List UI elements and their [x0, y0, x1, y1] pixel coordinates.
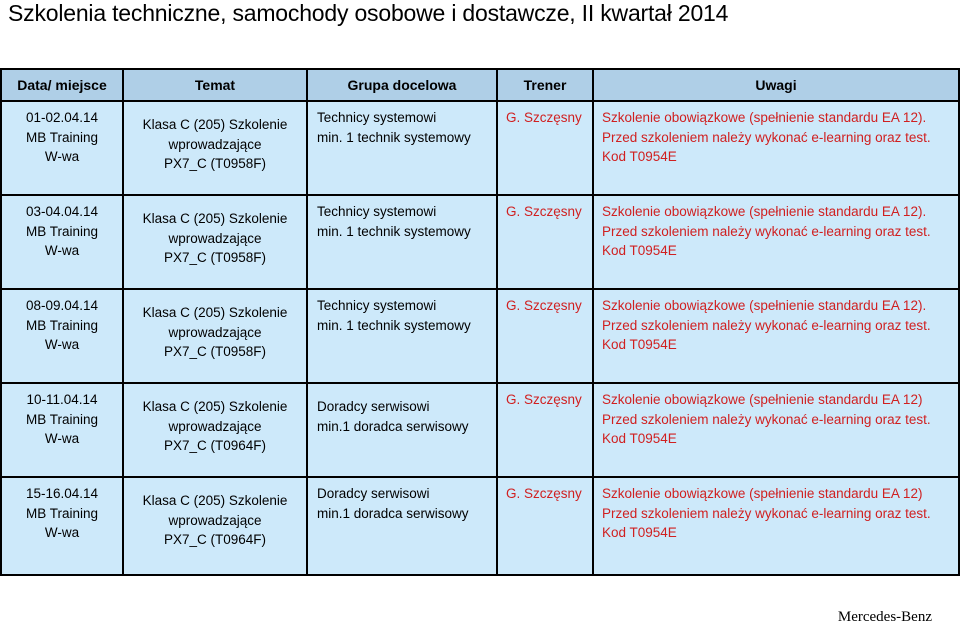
- topic-cell-line: PX7_C (T0964F): [163, 438, 267, 453]
- notes-cell-line: Przed szkoleniem należy wykonać e-learning oraz test.: [602, 129, 931, 145]
- notes-cell-line: Przed szkoleniem należy wykonać e-learning oraz test.: [602, 411, 931, 427]
- notes-cell-line: Przed szkoleniem należy wykonać e-learning oraz test.: [602, 317, 931, 333]
- notes-cell: [593, 289, 959, 383]
- target-group-cell-line: Technicy systemowi: [317, 204, 437, 219]
- date-cell-line: W-wa: [44, 431, 80, 446]
- notes-cell-line: Przed szkoleniem należy wykonać e-learning oraz test.: [602, 505, 931, 521]
- target-group-cell-line: min.1 doradca serwisowy: [317, 418, 469, 434]
- target-group-cell-line: Doradcy serwisowi: [317, 486, 430, 501]
- notes-cell-line: Kod T0954E: [602, 243, 677, 258]
- date-cell: [1, 289, 123, 383]
- date-cell-line: MB Training: [25, 317, 99, 333]
- topic-cell-line: wprowadzające: [168, 136, 262, 152]
- table-row: [1, 195, 959, 289]
- notes-cell: [593, 101, 959, 195]
- table-row: [1, 289, 959, 383]
- trainer-cell: G. Szczęsny: [497, 383, 593, 477]
- date-cell-line: 03-04.04.14: [25, 204, 99, 219]
- page-title: Szkolenia techniczne, samochody osobowe i dostawcze, II kwartał 2014: [8, 0, 729, 26]
- date-cell-line: W-wa: [44, 525, 80, 540]
- notes-cell-line: Szkolenie obowiązkowe (spełnienie standardu EA 12): [602, 392, 923, 407]
- table-header-row: [1, 69, 959, 101]
- target-group-cell-line: min.1 doradca serwisowy: [317, 505, 469, 521]
- trainer-cell: G. Szczęsny: [497, 477, 593, 575]
- trainer-cell: G. Szczęsny: [497, 101, 593, 195]
- trainer-cell: G. Szczęsny: [497, 195, 593, 289]
- target-group-cell-line: Technicy systemowi: [317, 298, 437, 313]
- date-cell: [1, 383, 123, 477]
- target-group-cell: [307, 383, 497, 477]
- topic-cell: [123, 289, 307, 383]
- header-date: Data/ miejsce: [1, 69, 123, 101]
- target-group-cell-line: min. 1 technik systemowy: [317, 129, 471, 145]
- topic-cell-line: Klasa C (205) Szkolenie: [142, 399, 288, 414]
- date-cell-line: 01-02.04.14: [25, 110, 99, 125]
- target-group-cell: [307, 289, 497, 383]
- table-row: [1, 101, 959, 195]
- date-cell: [1, 101, 123, 195]
- target-group-cell-line: Technicy systemowi: [317, 110, 437, 125]
- notes-cell: [593, 477, 959, 575]
- date-cell-line: 15-16.04.14: [25, 486, 99, 501]
- header-group: Grupa docelowa: [307, 69, 497, 101]
- topic-cell-line: Klasa C (205) Szkolenie: [142, 117, 288, 132]
- date-cell-line: W-wa: [44, 149, 80, 164]
- topic-cell: [123, 383, 307, 477]
- target-group-cell-line: min. 1 technik systemowy: [317, 317, 471, 333]
- header-topic: Temat: [123, 69, 307, 101]
- date-cell-line: MB Training: [25, 411, 99, 427]
- notes-cell: [593, 383, 959, 477]
- target-group-cell: [307, 195, 497, 289]
- date-cell-line: W-wa: [44, 243, 80, 258]
- notes-cell-line: Kod T0954E: [602, 525, 677, 540]
- topic-cell-line: wprowadzające: [168, 512, 262, 528]
- topic-cell: [123, 477, 307, 575]
- topic-cell-line: Klasa C (205) Szkolenie: [142, 305, 288, 320]
- target-group-cell-line: Doradcy serwisowi: [317, 399, 430, 414]
- date-cell-line: MB Training: [25, 505, 99, 521]
- date-cell-line: MB Training: [25, 129, 99, 145]
- table-row: [1, 383, 959, 477]
- notes-cell-line: Kod T0954E: [602, 149, 677, 164]
- topic-cell-line: wprowadzające: [168, 324, 262, 340]
- topic-cell-line: PX7_C (T0958F): [163, 156, 267, 171]
- header-trainer: Trener: [497, 69, 593, 101]
- topic-cell-line: wprowadzające: [168, 230, 262, 246]
- notes-cell-line: Szkolenie obowiązkowe (spełnienie standardu EA 12).: [602, 298, 927, 313]
- notes-cell-line: Przed szkoleniem należy wykonać e-learning oraz test.: [602, 223, 931, 239]
- topic-cell-line: Klasa C (205) Szkolenie: [142, 211, 288, 226]
- topic-cell-line: PX7_C (T0958F): [163, 344, 267, 359]
- date-cell-line: W-wa: [44, 337, 80, 352]
- date-cell: [1, 477, 123, 575]
- table-row: [1, 477, 959, 575]
- date-cell: [1, 195, 123, 289]
- header-notes: Uwagi: [593, 69, 959, 101]
- target-group-cell-line: min. 1 technik systemowy: [317, 223, 471, 239]
- topic-cell-line: Klasa C (205) Szkolenie: [142, 493, 288, 508]
- topic-cell-line: PX7_C (T0964F): [163, 532, 267, 547]
- notes-cell-line: Kod T0954E: [602, 431, 677, 446]
- target-group-cell: [307, 477, 497, 575]
- topic-cell-line: PX7_C (T0958F): [163, 250, 267, 265]
- topic-cell: [123, 195, 307, 289]
- trainer-cell: G. Szczęsny: [497, 289, 593, 383]
- training-schedule-table: [0, 68, 960, 576]
- notes-cell-line: Szkolenie obowiązkowe (spełnienie standardu EA 12).: [602, 204, 927, 219]
- date-cell-line: 08-09.04.14: [25, 298, 99, 313]
- mercedes-benz-wordmark: Mercedes-Benz: [837, 609, 932, 625]
- target-group-cell: [307, 101, 497, 195]
- notes-cell-line: Szkolenie obowiązkowe (spełnienie standardu EA 12).: [602, 110, 927, 125]
- notes-cell: [593, 195, 959, 289]
- notes-cell-line: Szkolenie obowiązkowe (spełnienie standardu EA 12): [602, 486, 923, 501]
- notes-cell-line: Kod T0954E: [602, 337, 677, 352]
- topic-cell-line: wprowadzające: [168, 418, 262, 434]
- date-cell-line: MB Training: [25, 223, 99, 239]
- date-cell-line: 10-11.04.14: [26, 392, 98, 407]
- topic-cell: [123, 101, 307, 195]
